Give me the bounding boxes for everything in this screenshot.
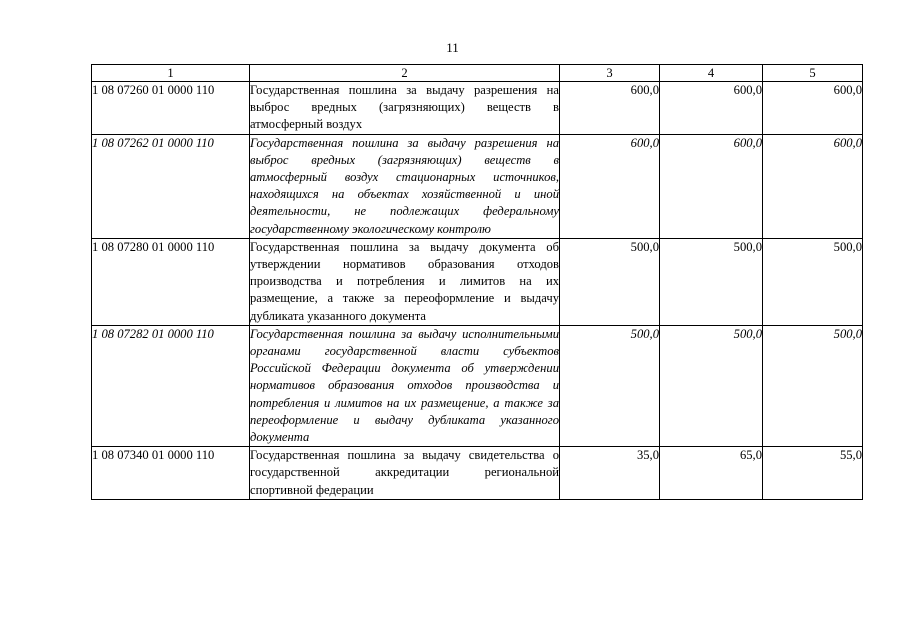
table-row [92,238,863,325]
table-row [92,82,863,135]
row-code: 1 08 07280 01 0000 110 [92,238,250,325]
row-value-col3: 500,0 [560,238,660,325]
row-value-col3: 35,0 [560,447,660,500]
row-description: Государственная пошлина за выдачу разрешения на выброс вредных (загрязняющих) веществ в атмосферный воздух [250,82,560,135]
row-value-col4: 500,0 [660,238,763,325]
header-col-2: 2 [250,65,560,82]
header-col-5: 5 [763,65,863,82]
row-value-col5: 55,0 [763,447,863,500]
table-row [92,134,863,238]
row-value-col3: 500,0 [560,325,660,446]
row-value-col5: 600,0 [763,82,863,135]
row-code: 1 08 07262 01 0000 110 [92,134,250,238]
row-code: 1 08 07260 01 0000 110 [92,82,250,135]
header-col-4: 4 [660,65,763,82]
row-value-col4: 65,0 [660,447,763,500]
table-header-row [92,65,863,82]
header-col-3: 3 [560,65,660,82]
row-description: Государственная пошлина за выдачу исполнительными органами государственной власти субъектов Российской Федерации документа об утверждении нормативов образования отходов производства и потребления и лимитов на их размещение, а также за переоформление и выдачу дубликата указанного документа [250,325,560,446]
row-description: Государственная пошлина за выдачу разрешения на выброс вредных (загрязняющих) веществ в атмосферный воздух стационарных источников, находящихся на объектах хозяйственной и иной деятельности, не подлежащих федеральному государственному экологическому контролю [250,134,560,238]
table-row [92,325,863,446]
row-code: 1 08 07340 01 0000 110 [92,447,250,500]
row-code: 1 08 07282 01 0000 110 [92,325,250,446]
row-value-col5: 500,0 [763,325,863,446]
row-value-col3: 600,0 [560,134,660,238]
row-value-col4: 600,0 [660,134,763,238]
row-value-col4: 500,0 [660,325,763,446]
table-row [92,447,863,500]
row-value-col5: 600,0 [763,134,863,238]
budget-table [91,64,863,500]
page-number: 11 [446,40,459,55]
row-description: Государственная пошлина за выдачу документа об утверждении нормативов образования отходов производства и потребления и лимитов на их размещение, а также за переоформление и выдачу дубликата указанного документа [250,238,560,325]
row-value-col3: 600,0 [560,82,660,135]
row-value-col4: 600,0 [660,82,763,135]
row-description: Государственная пошлина за выдачу свидетельства о государственной аккредитации региональной спортивной федерации [250,447,560,500]
header-col-1: 1 [92,65,250,82]
row-value-col5: 500,0 [763,238,863,325]
